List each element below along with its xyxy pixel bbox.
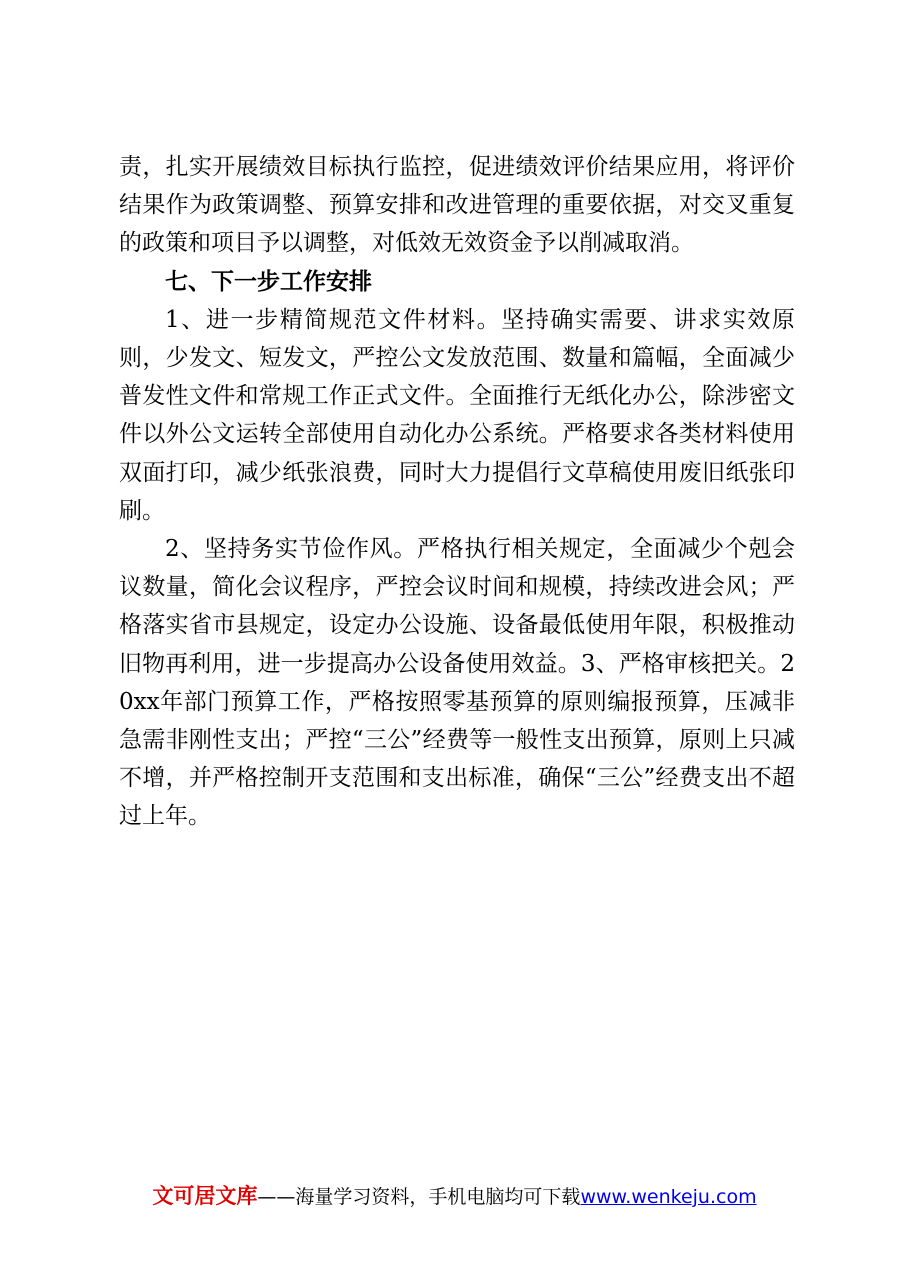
paragraph-continuation: 责，扎实开展绩效目标执行监控，促进绩效评价结果应用，将评价结果作为政策调整、预算安排和改进管理的重要依据，对交叉重复的政策和项目予以调整，对低效无效资金予以削减取消。 bbox=[119, 154, 795, 257]
footer-tagline: ——海量学习资料，手机电脑均可下载 bbox=[257, 1186, 581, 1208]
document-body bbox=[119, 148, 795, 836]
section-heading: 七、下一步工作安排 bbox=[165, 268, 372, 295]
paragraph-item-2: 2、坚持务实节俭作风。严格执行相关规定，全面减少个剋会议数量，简化会议程序，严控会议时间和规模，持续改进会风；严格落实省市县规定，设定办公设施、设备最低使用年限，积极推动旧物再利用，进一步提高办公设备使用效益。3、严格审核把关。20xx年部门预算工作，严格按照零基预算的原则编报预算，压减非急需非刚性支出；严控“三公”经费等一般性支出预算，原则上只减不增，并严格控制开支范围和支出标准，确保“三公”经费支出不超过上年。 bbox=[119, 536, 795, 830]
footer-link[interactable]: www.wenkeju.com bbox=[580, 1186, 757, 1208]
paragraph-item-1: 1、进一步精简规范文件材料。坚持确实需要、讲求实效原则，少发文、短发文，严控公文发放范围、数量和篇幅，全面减少普发性文件和常规工作正式文件。全面推行无纸化办公，除涉密文件以外公文运转全部使用自动化办公系统。严格要求各类材料使用双面打印，减少纸张浪费，同时大力提倡行文草稿使用废旧纸张印刷。 bbox=[119, 306, 795, 524]
footer-banner bbox=[0, 1180, 909, 1210]
footer-brand: 文可居文库 bbox=[152, 1184, 258, 1208]
